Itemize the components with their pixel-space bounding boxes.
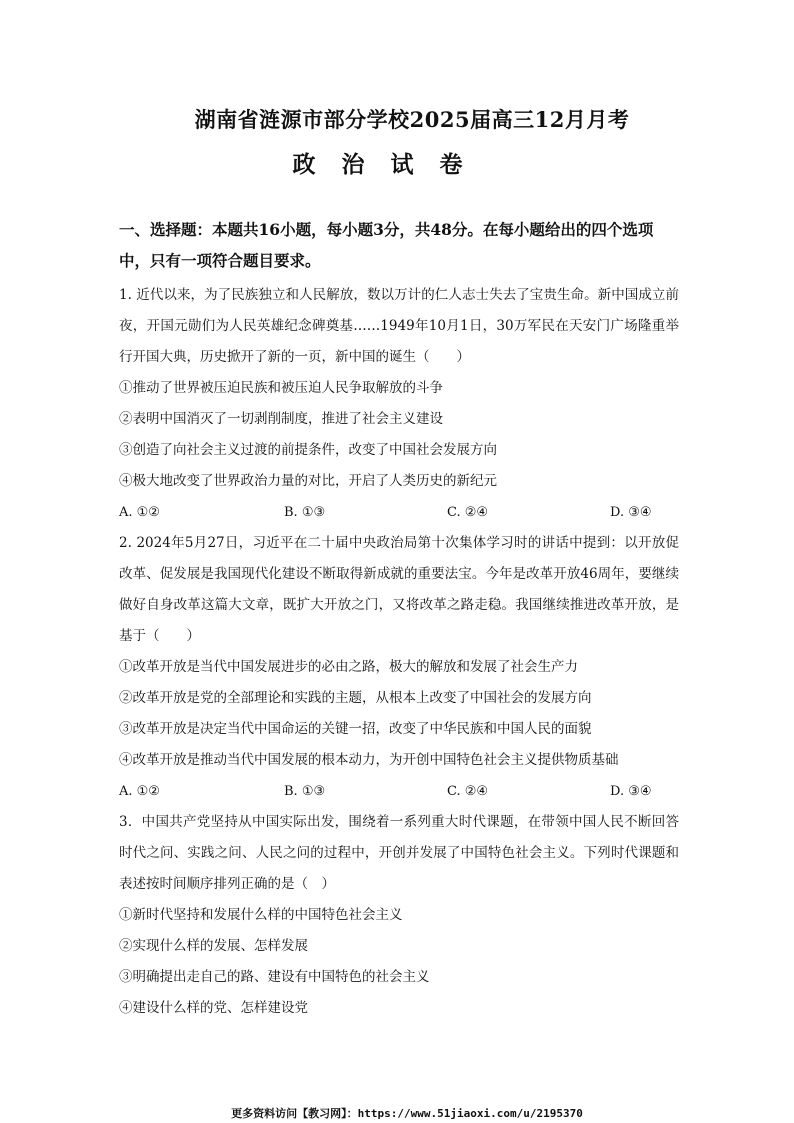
question-1 <box>119 280 679 528</box>
answer-choices <box>119 776 679 807</box>
answer-choices <box>119 497 679 528</box>
question-3 <box>119 807 679 1024</box>
footer-link[interactable]: 更多资料访问【教习网】：https://www.51jiaoxi.com/u/2195370 <box>231 1107 583 1120</box>
question-statement: ③改革开放是决定当代中国命运的关键一招，改变了中华民族和中国人民的面貌 <box>119 721 592 737</box>
question-2 <box>119 528 679 807</box>
question-statement: ①推动了世界被压迫民族和被压迫人民争取解放的斗争 <box>119 380 443 396</box>
page-title: 湖南省涟源市部分学校2025届高三12月月考 <box>194 107 630 132</box>
choice-c: C. ②④ <box>447 505 489 520</box>
question-statement: ②改革开放是党的全部理论和实践的主题，从根本上改变了中国社会的发展方向 <box>119 690 592 706</box>
question-statement: ④建设什么样的党、怎样建设党 <box>119 1000 308 1016</box>
question-statement: ③明确提出走自己的路、建设有中国特色的社会主义 <box>119 969 430 985</box>
choice-d: D. ③④ <box>610 505 652 520</box>
question-statement: ③创造了向社会主义过渡的前提条件，改变了中国社会发展方向 <box>119 442 497 458</box>
choice-a: A. ①② <box>119 784 160 799</box>
question-statement: ④改革开放是推动当代中国发展的根本动力，为开创中国特色社会主义提供物质基础 <box>119 752 619 768</box>
choice-a: A. ①② <box>119 505 160 520</box>
question-statement: ②实现什么样的发展、怎样发展 <box>119 938 308 954</box>
question-stem: 1. 近代以来，为了民族独立和人民解放，数以万计的仁人志士失去了宝贵生命。新中国成立前夜，开国元勋们为人民英雄纪念碑奠基……1949年10月1日，30万军民在天安门广场隆重举行开国大典，历史掀开了新的一页，新中国的诞生（ ） <box>119 287 679 365</box>
exam-content <box>119 214 679 1024</box>
choice-b: B. ①③ <box>284 505 326 520</box>
question-statement: ①改革开放是当代中国发展进步的必由之路，极大的解放和发展了社会生产力 <box>119 659 578 675</box>
question-stem: 3．中国共产党坚持从中国实际出发，围绕着一系列重大时代课题，在带领中国人民不断回答时代之问、实践之问、人民之问的过程中，开创并发展了中国特色社会主义。下列时代课题和表述按时间顺序排列正确的是（ ） <box>119 814 679 892</box>
question-statement: ②表明中国消灭了一切剥削制度，推进了社会主义建设 <box>119 411 443 427</box>
question-statement: ④极大地改变了世界政治力量的对比，开启了人类历史的新纪元 <box>119 473 497 489</box>
exam-subject-title: 政 治 试 卷 <box>292 151 472 178</box>
choice-d: D. ③④ <box>610 784 652 799</box>
choice-b: B. ①③ <box>284 784 326 799</box>
choice-c: C. ②④ <box>447 784 489 799</box>
question-stem: 2. 2024年5月27日，习近平在二十届中央政治局第十次集体学习时的讲话中提到：以开放促改革、促发展是我国现代化建设不断取得新成就的重要法宝。今年是改革开放46周年，要继续做好自身改革这篇大文章，既扩大开放之门，又将改革之路走稳。我国继续推进改革开放，是基于（ ） <box>119 535 679 644</box>
question-statement: ①新时代坚持和发展什么样的中国特色社会主义 <box>119 907 403 923</box>
section-heading: 一、选择题：本题共16小题，每小题3分，共48分。在每小题给出的四个选项中，只有一项符合题目要求。 <box>119 220 654 270</box>
